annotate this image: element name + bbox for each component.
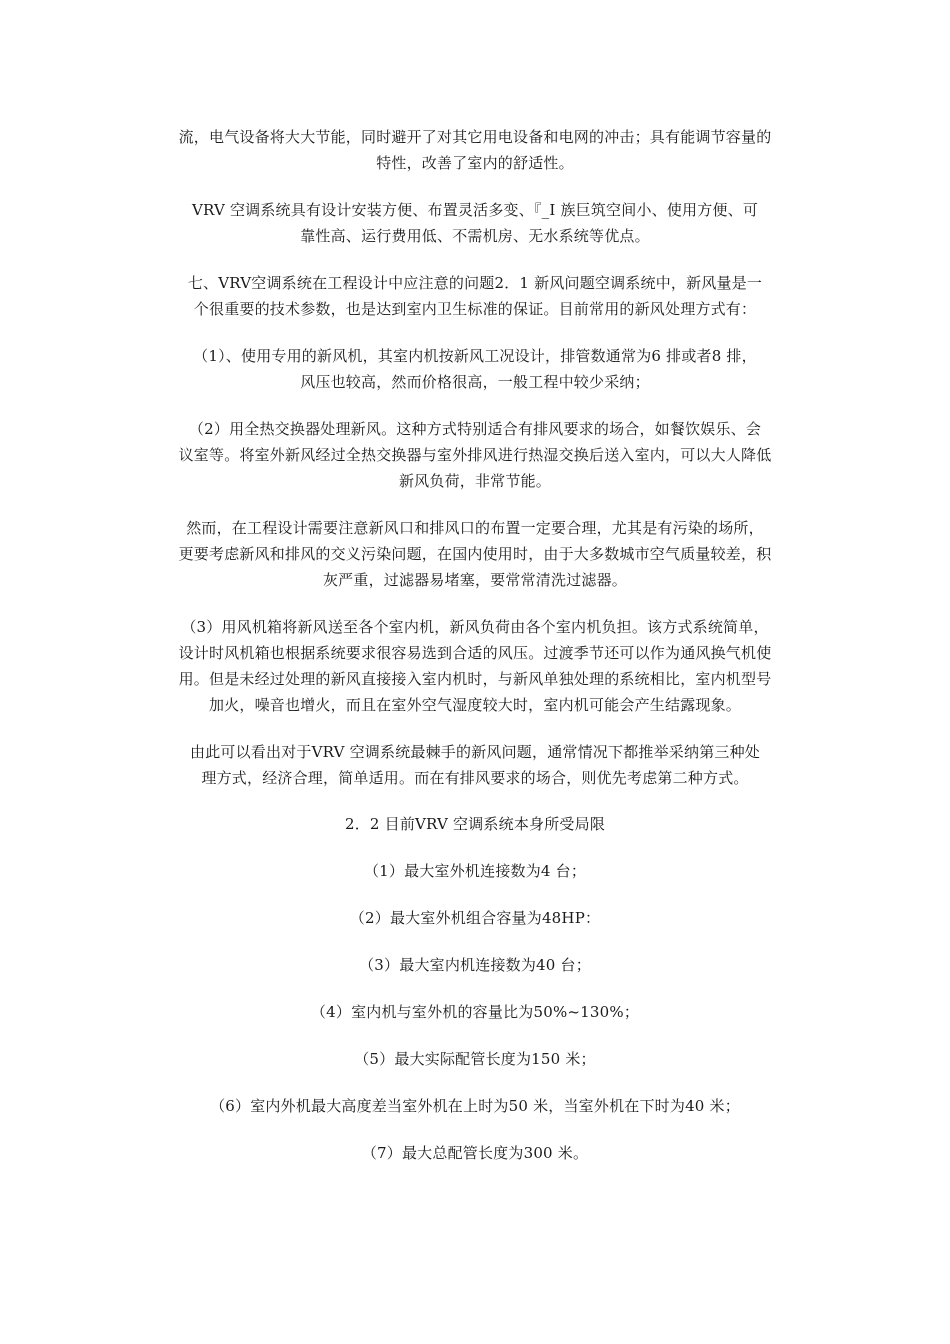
paragraph-energy-saving [130,124,820,176]
text-line: 七、VRV空调系统在工程设计中应注意的问题2．1 新风问题空调系统中，新风量是一 [187,274,763,292]
limit-item: （3）最大室内机连接数为40 台； [359,956,591,974]
limit-item: （7）最大总配管长度为300 米。 [361,1144,589,1162]
text-line: 风压也较高，然而价格很高，一般工程中较少采纳； [300,373,650,391]
paragraph-section-seven [130,270,820,322]
limit-item: （5）最大实际配管长度为150 米； [354,1050,596,1068]
text-line: （3）用风机箱将新风送至各个室内机，新风负荷由各个室内机负担。该方式系统简单， [181,618,769,636]
text-line: 特性，改善了室内的舒适性。 [376,154,574,172]
paragraph-vrv-advantages [130,197,820,249]
text-line: 靠性高、运行费用低、不需机房、无水系统等优点。 [300,227,650,245]
text-line: 然而，在工程设计需要注意新风口和排风口的布置一定要合理，尤其是有污染的场所， [186,519,764,537]
paragraph-design-notes [130,515,820,593]
paragraph-conclusion [130,739,820,791]
paragraph-method-3 [130,614,820,718]
text-line: 新风负荷，非常节能。 [398,472,551,490]
limit-item: （6）室内外机最大高度差当室外机在上时为50 米，当室外机在下时为40 米； [210,1097,740,1115]
section-heading: 2．2 目前VRV 空调系统本身所受局限 [344,815,606,833]
text-line: 由此可以看出对于VRV 空调系统最棘手的新风问题，通常情况下都推举采纳第三种处 [190,743,760,761]
text-line: 个很重要的技术参数，也是达到室内卫生标准的保证。目前常用的新风处理方式有： [193,300,757,318]
text-line: 更要考虑新风和排风的交义污染问题，在国内使用时，由于大多数城市空气质量较差，积 [178,545,772,563]
limit-item: （4）室内机与室外机的容量比为50%~130%； [310,1003,640,1021]
limit-item: （2）最大室外机组合容量为48HP： [349,909,601,927]
paragraph-method-1 [130,343,820,395]
text-line: 议室等。将室外新风经过全热交换器与室外排风进行热湿交换后送入室内，可以大人降低 [178,446,772,464]
text-line: 灰严重，过滤器易堵塞，要常常清洗过滤器。 [322,571,627,589]
text-line: 加火，噪音也增火，而且在室外空气湿度较大时，室内机可能会产生结露现象。 [208,696,741,714]
text-line: 设计时风机箱也根据系统要求很容易选到合适的风压。过渡季节还可以作为通风换气机使 [178,644,772,662]
text-line: VRV 空调系统具有设计安装方便、布置灵活多变、『_I 族巨筑空间小、使用方便、可 [191,201,759,219]
text-line: 用。但是未经过处理的新风直接接入室内机时，与新风单独处理的系统相比，室内机型号 [178,670,772,688]
limit-item: （1）最大室外机连接数为4 台； [363,862,587,880]
text-line: （2）用全热交换器处理新风。这种方式特别适合有排风要求的场合，如餐饮娱乐、会 [188,420,762,438]
text-line: 理方式，经济合理，简单适用。而在有排风要求的场合，则优先考虑第二种方式。 [201,769,749,787]
text-line: 流，电气设备将大大节能，同时避开了对其它用电设备和电网的冲击；具有能调节容量的 [178,128,772,146]
paragraph-method-2 [130,416,820,494]
text-line: （1）、使用专用的新风机，其室内机按新风工况设计，排管数通常为6 排或者8 排， [193,347,757,365]
